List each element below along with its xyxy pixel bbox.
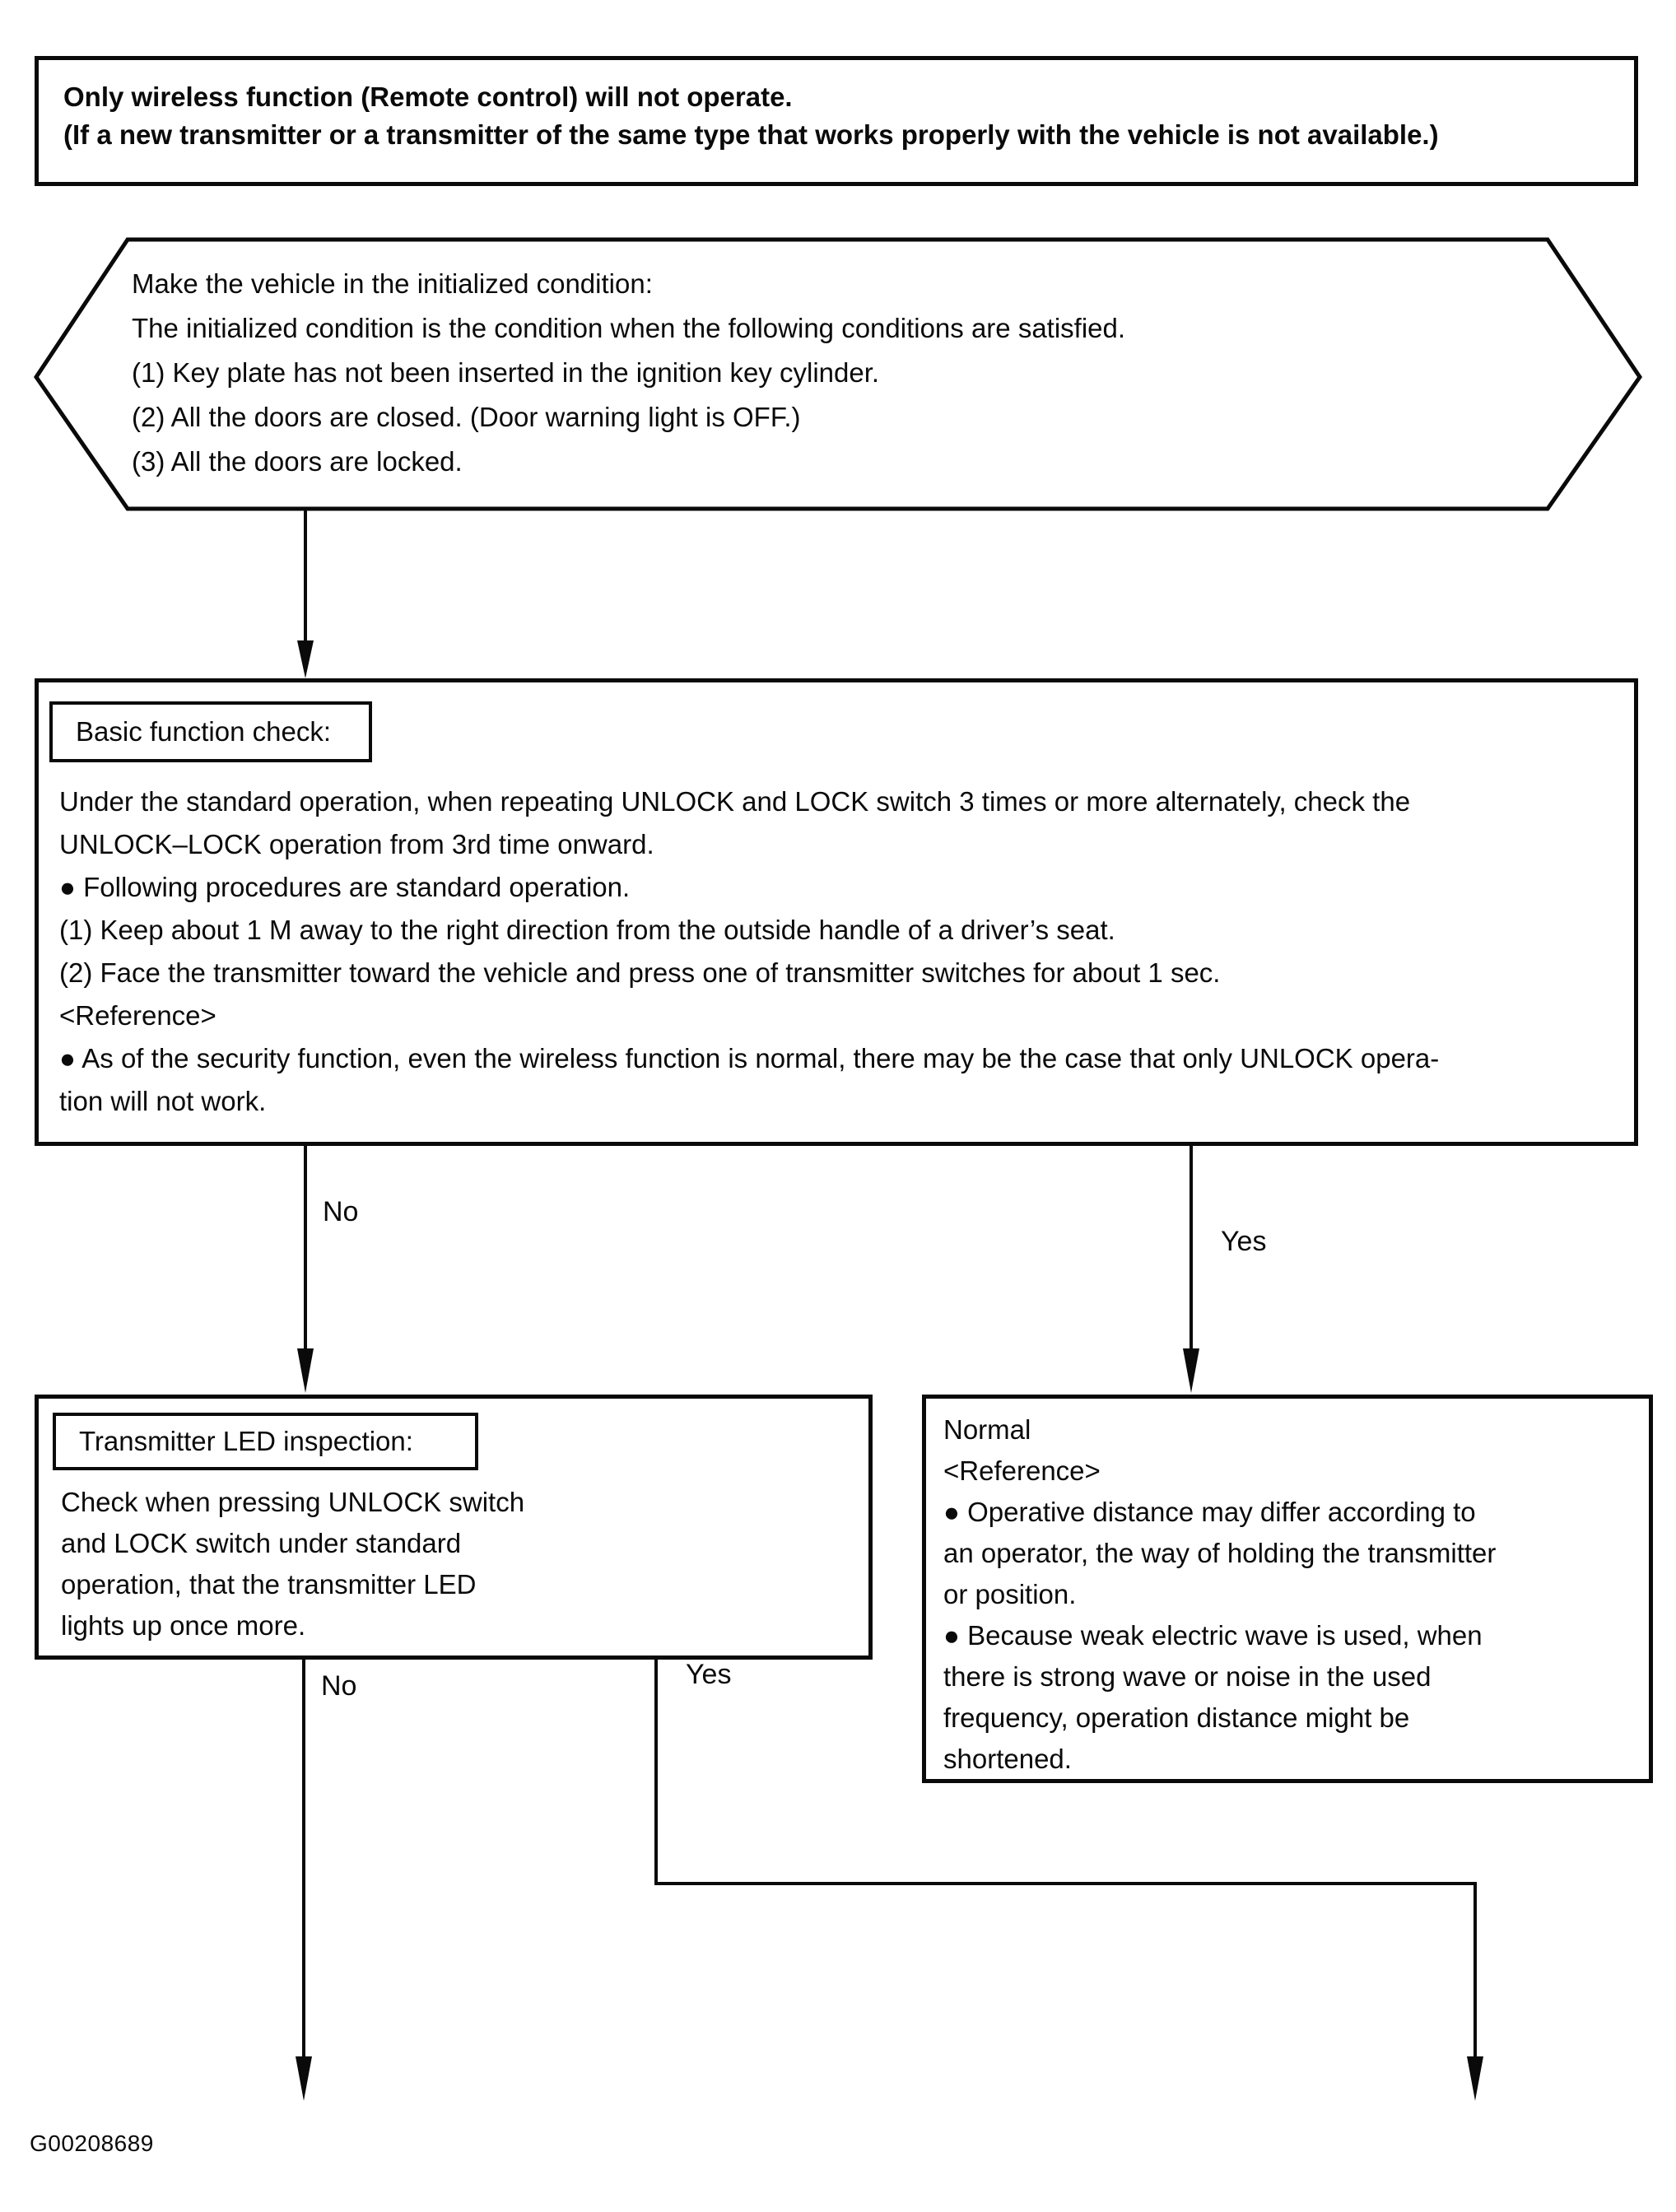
normal-result-line: shortened. (943, 1744, 1072, 1774)
led-inspection-text (61, 1482, 843, 1646)
init-condition-line: (3) All the doors are locked. (132, 446, 463, 477)
basic-yes-arrowhead (1183, 1348, 1199, 1393)
basic-function-check-label-box (49, 701, 372, 762)
basic-yes-label: Yes (1221, 1226, 1267, 1257)
basic-check-line: tion will not work. (59, 1086, 267, 1116)
led-yes-label: Yes (686, 1659, 732, 1690)
init-condition-line: Make the vehicle in the initialized condition: (132, 268, 653, 299)
normal-result-line: there is strong wave or noise in the used (943, 1661, 1432, 1692)
led-inspection-line: operation, that the transmitter LED (61, 1569, 477, 1600)
normal-result-line: an operator, the way of holding the transmitter (943, 1538, 1497, 1568)
problem-statement-box (35, 56, 1638, 186)
normal-result-line: ● Because weak electric wave is used, when (943, 1620, 1483, 1651)
figure-id: G00208689 (30, 2131, 154, 2156)
normal-result-line: or position. (943, 1579, 1077, 1609)
led-inspection-label: Transmitter LED inspection: (79, 1426, 413, 1456)
basic-check-line: ● Following procedures are standard operation. (59, 872, 631, 902)
led-inspection-label-box (53, 1413, 478, 1470)
normal-result-line: <Reference> (943, 1455, 1101, 1486)
problem-statement-line-1: Only wireless function (Remote control) will not operate. (63, 81, 793, 112)
problem-statement-text (63, 78, 1621, 154)
hex-to-basic-arrowhead (297, 640, 314, 678)
init-condition-line: The initialized condition is the condition when the following conditions are satisfied. (132, 313, 1126, 343)
basic-check-line: (1) Keep about 1 M away to the right direction from the outside handle of a driver’s seat. (59, 915, 1115, 945)
led-inspection-line: and LOCK switch under standard (61, 1528, 462, 1558)
normal-result-line: Normal (943, 1414, 1031, 1445)
basic-function-check-text (59, 780, 1615, 1123)
led-no-arrowhead (296, 2056, 312, 2101)
normal-result-line: ● Operative distance may differ according to (943, 1497, 1476, 1527)
basic-check-line: <Reference> (59, 1000, 216, 1031)
init-condition-line: (2) All the doors are closed. (Door warning light is OFF.) (132, 402, 801, 432)
problem-statement-line-2: (If a new transmitter or a transmitter of the same type that works properly with the vehicle is not available.) (63, 119, 1439, 150)
basic-check-line: (2) Face the transmitter toward the vehicle and press one of transmitter switches for about 1 sec. (59, 957, 1221, 988)
led-yes-arrowhead (1467, 2056, 1483, 2101)
basic-no-arrowhead (297, 1348, 314, 1393)
normal-result-text (943, 1409, 1643, 1780)
led-inspection-line: Check when pressing UNLOCK switch (61, 1487, 525, 1517)
normal-result-line: frequency, operation distance might be (943, 1702, 1410, 1733)
basic-check-line: UNLOCK–LOCK operation from 3rd time onward. (59, 829, 654, 859)
basic-check-line: ● As of the security function, even the wireless function is normal, there may be the case that only UNLOCK opera- (59, 1043, 1440, 1073)
init-condition-line: (1) Key plate has not been inserted in the ignition key cylinder. (132, 357, 880, 388)
init-condition-text (132, 262, 1531, 484)
basic-function-check-label: Basic function check: (76, 716, 331, 747)
led-inspection-line: lights up once more. (61, 1610, 306, 1641)
basic-no-label: No (323, 1196, 359, 1227)
led-no-label: No (321, 1670, 357, 1702)
basic-check-line: Under the standard operation, when repeating UNLOCK and LOCK switch 3 times or more alternately, check the (59, 786, 1411, 817)
